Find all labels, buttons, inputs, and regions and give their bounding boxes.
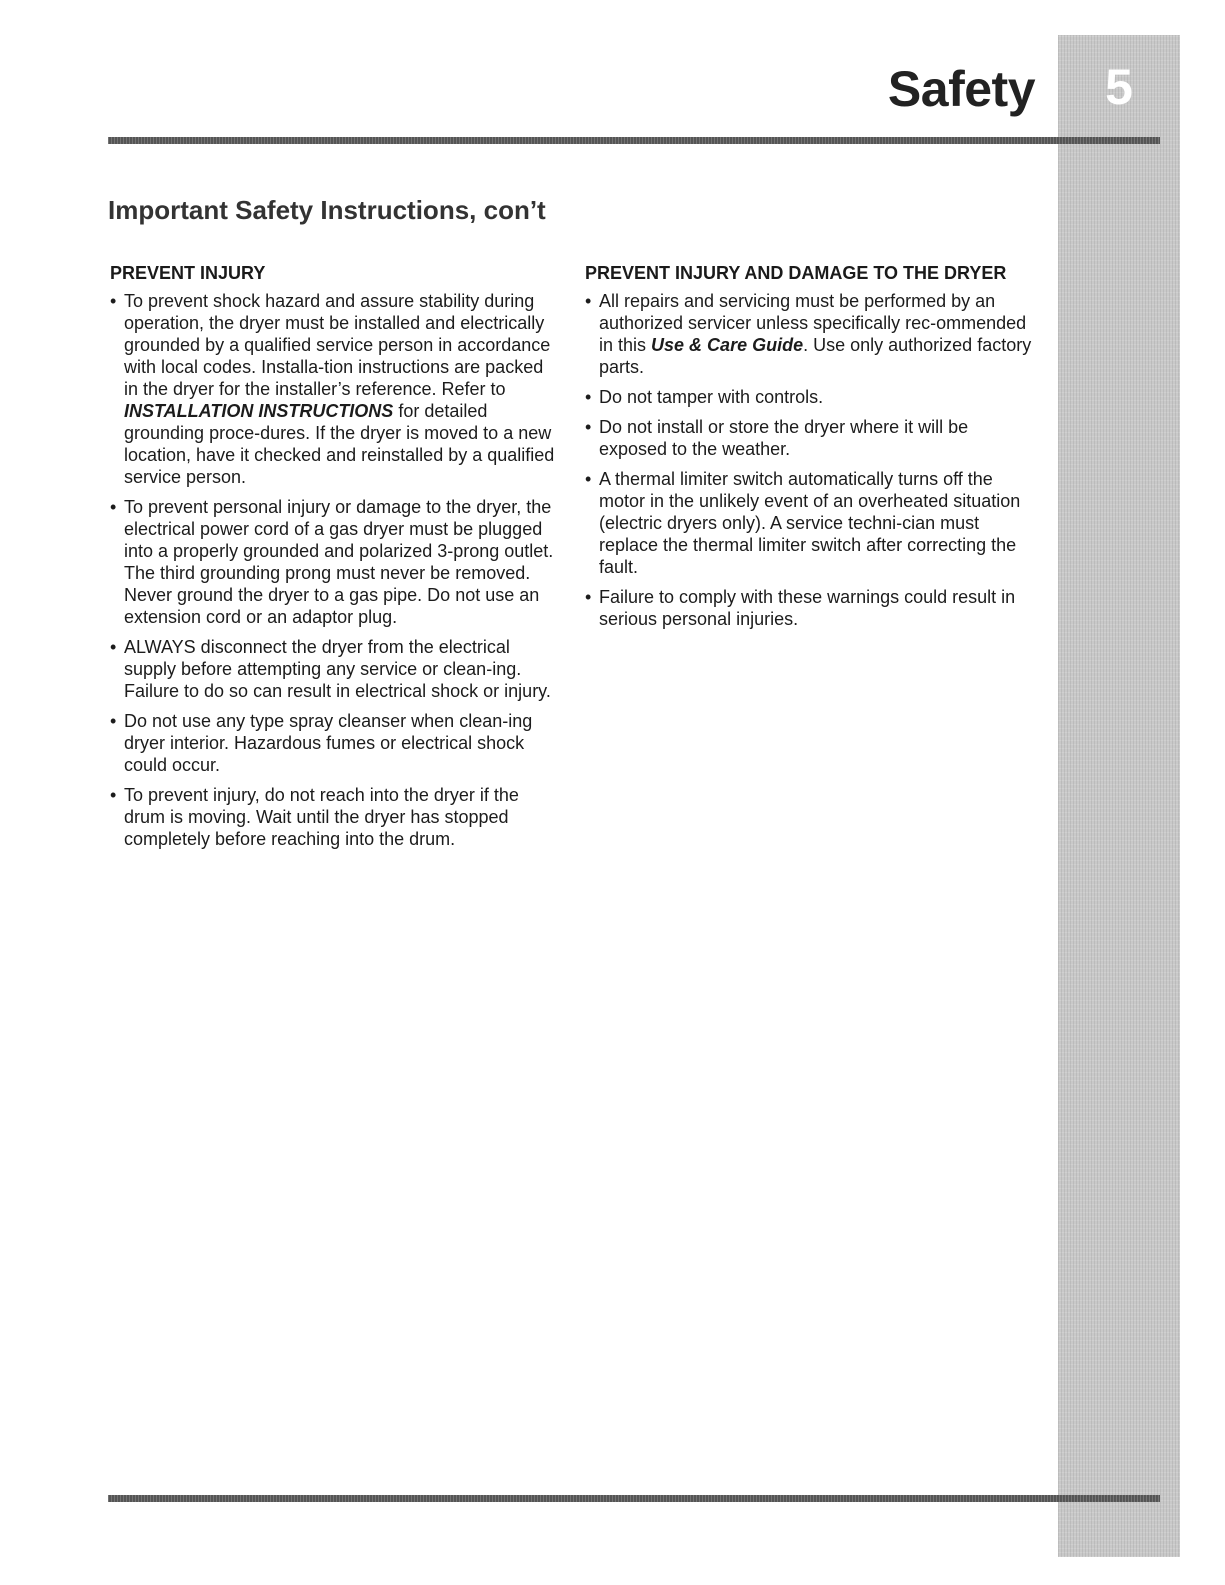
bullet-icon: • (110, 497, 117, 517)
bullet-icon: • (585, 387, 592, 407)
bullet-icon: • (110, 785, 117, 805)
section-side-tab (1058, 35, 1180, 1557)
list-item-text: . Use only authorized factory parts. (599, 335, 1032, 377)
list-item-text: Do not tamper with controls. (599, 387, 824, 407)
bullet-icon: • (110, 637, 117, 657)
list-item (585, 416, 1035, 460)
list-item (110, 710, 560, 776)
page-number: 5 (1105, 59, 1133, 115)
page-heading: Important Safety Instructions, con’t (108, 195, 546, 225)
bullet-icon: • (585, 417, 592, 437)
list-item-text: Do not use any type spray cleanser when clean-ing dryer interior. Hazardous fumes or electrical shock could occur. (124, 711, 533, 775)
bullet-icon: • (110, 291, 117, 311)
list-item-text: To prevent shock hazard and assure stability during operation, the dryer must be installed and electrically grounded by a qualified service person in accordance with local codes. Installa-tion instructions are packed in the dryer for the installer’s reference. Refer to (124, 291, 551, 399)
list-item (110, 290, 560, 488)
list-item-text: A thermal limiter switch automatically turns off the motor in the unlikely event of an overheated situation (electric dryers only). A service techni-cian must replace the thermal limiter switch after correcting the fault. (599, 469, 1021, 577)
list-item-emphasis: Use & Care Guide (651, 335, 804, 355)
list-item-text: To prevent injury, do not reach into the dryer if the drum is moving. Wait until the dryer has stopped completely before reaching into the drum. (124, 785, 519, 849)
bullet-icon: • (585, 469, 592, 489)
list-item-emphasis: INSTALLATION INSTRUCTIONS (124, 401, 394, 421)
left-column (110, 262, 560, 858)
list-item (585, 586, 1035, 630)
bullet-icon: • (110, 711, 117, 731)
list-item-text: for detailed grounding proce-dures. If the dryer is moved to a new location, have it checked and reinstalled by a qualified service person. (124, 401, 555, 487)
section-title: Safety (887, 61, 1035, 117)
right-bullet-list (585, 290, 1035, 630)
list-item-text: ALWAYS disconnect the dryer from the electrical supply before attempting any service or clean-ing. Failure to do so can result in electrical shock or injury. (124, 637, 551, 701)
list-item (110, 636, 560, 702)
list-item-text: To prevent personal injury or damage to the dryer, the electrical power cord of a gas dryer must be plugged into a properly grounded and polarized 3-prong outlet. The third grounding prong must never be removed. Never ground the dryer to a gas pipe. Do not use an extension cord or an adaptor plug. (124, 497, 554, 627)
left-bullet-list (110, 290, 560, 850)
bottom-divider (108, 1495, 1160, 1502)
list-item (110, 784, 560, 850)
list-item-text: Do not install or store the dryer where it will be exposed to the weather. (599, 417, 969, 459)
list-item-text: Failure to comply with these warnings could result in serious personal injuries. (599, 587, 1016, 629)
list-item (585, 386, 1035, 408)
bullet-icon: • (585, 291, 592, 311)
list-item (110, 496, 560, 628)
list-item (585, 290, 1035, 378)
list-item (585, 468, 1035, 578)
left-column-heading: PREVENT INJURY (110, 263, 266, 283)
right-column (585, 262, 1035, 638)
top-divider (108, 137, 1160, 144)
right-column-heading: PREVENT INJURY AND DAMAGE TO THE DRYER (585, 263, 1007, 283)
list-item-text: All repairs and servicing must be performed by an authorized servicer unless specifically rec-ommended in this (599, 291, 1027, 355)
bullet-icon: • (585, 587, 592, 607)
